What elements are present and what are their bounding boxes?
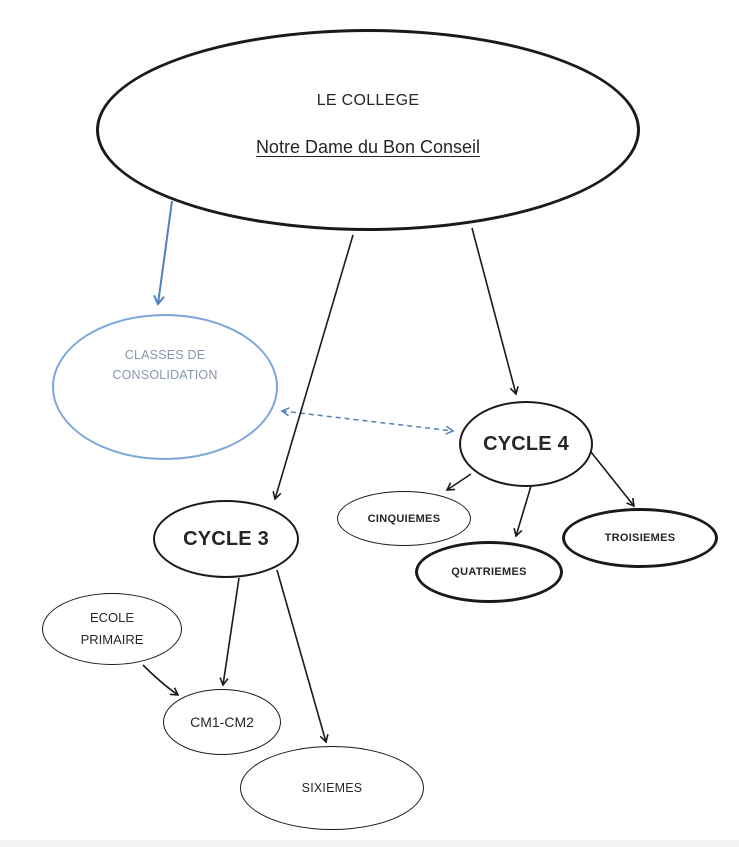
edge-cycle4-quatriemes <box>516 486 531 536</box>
cm1cm2-label: CM1-CM2 <box>190 714 254 730</box>
edge-college-cycle4 <box>472 228 516 394</box>
edge-cycle4-cinquiemes <box>447 474 471 490</box>
node-troisiemes <box>562 508 718 568</box>
node-ecole-primaire <box>42 593 182 665</box>
page-bottom-edge <box>0 840 739 847</box>
cinquiemes-label: CINQUIEMES <box>367 512 441 525</box>
node-cm1-cm2 <box>163 689 281 755</box>
cycle4-label: CYCLE 4 <box>483 432 569 455</box>
sixiemes-label: SIXIEMES <box>301 781 363 795</box>
edge-ecole-cm1cm2 <box>143 665 178 695</box>
college-subtitle: Notre Dame du Bon Conseil <box>255 137 481 157</box>
edge-consolidation-cycle4 <box>282 411 453 431</box>
ecole-label-line2: PRIMAIRE <box>80 632 144 647</box>
node-cinquiemes <box>337 491 471 546</box>
edge-cycle4-troisiemes <box>591 452 634 506</box>
node-classes-de-consolidation <box>52 314 278 460</box>
node-college <box>96 29 640 231</box>
node-cycle4 <box>459 401 593 487</box>
edge-college-consolidation <box>158 201 172 304</box>
node-quatriemes <box>415 541 563 603</box>
college-title: LE COLLEGE <box>316 92 420 109</box>
cycle3-label: CYCLE 3 <box>183 527 269 550</box>
edge-cycle3-sixiemes <box>277 570 326 742</box>
ecole-label-line1: ECOLE <box>89 610 135 625</box>
edge-cycle3-cm1cm2 <box>223 578 239 685</box>
consolidation-label-line2: CONSOLIDATION <box>112 368 218 382</box>
quatriemes-label: QUATRIEMES <box>451 566 527 578</box>
edge-college-cycle3 <box>275 235 353 499</box>
troisiemes-label: TROISIEMES <box>604 532 676 544</box>
node-cycle3 <box>153 500 299 578</box>
consolidation-label-line1: CLASSES DE <box>124 348 206 362</box>
node-sixiemes <box>240 746 424 830</box>
